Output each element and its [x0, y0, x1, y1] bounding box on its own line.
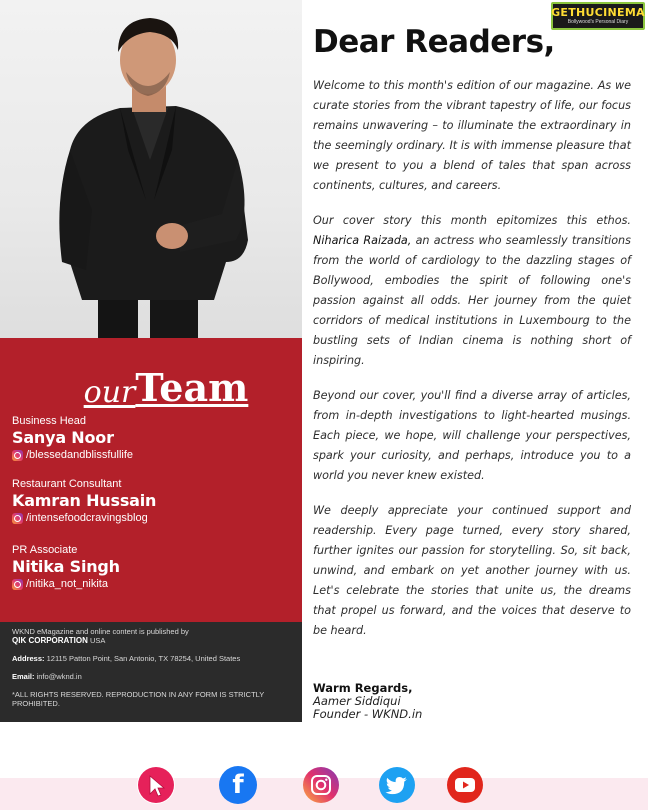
team-member	[12, 544, 120, 591]
team-title-small: our	[83, 375, 136, 410]
published-by-text: WKND eMagazine and online content is published by	[12, 627, 189, 636]
member-handle[interactable]	[12, 577, 120, 591]
team-section	[0, 338, 302, 622]
signer-title: Founder - WKND.in	[313, 707, 423, 721]
signature-block	[313, 682, 422, 721]
member-role: Restaurant Consultant	[12, 478, 122, 490]
email-label: Email:	[12, 672, 35, 681]
address-label: Address:	[12, 654, 45, 663]
member-handle[interactable]	[12, 448, 133, 462]
letter-paragraph: We deeply appreciate your continued support and readership. Every page turned, every story shared, further ignites our passion for storytelling. So, sit back, unwind, and embark on yet another journey with us. Let's celebrate the stories that unite us, the dreams that propel us forward, and the voices that deserve to be heard.	[313, 504, 631, 637]
badge-tagline: Bollywood's Personal Diary	[567, 19, 629, 25]
highlighted-name: Niharica Raizada,	[313, 234, 412, 247]
member-handle-text: /blessedandblissfullife	[26, 449, 134, 461]
letter-paragraph: Welcome to this month's edition of our magazine. As we curate stories from the vibrant tapestry of life, our focus remains unwavering – to illuminate the extraordinary in the seemingly ordinary. It is with immense pleasure that we present to you a blend of tales that span across continents, cultures, and careers.	[313, 79, 631, 192]
paragraph-text: an actress who seamlessly transitions from the world of cardiology to the dazzling stages of Bollywood, embodies the spirit of following one's passion against all odds. Her journey from the quiet corridors of medical institutions in Luxembourg to the bustling sets of Indian cinema is nothing short of inspiring.	[313, 234, 631, 367]
member-handle-text: /nitika_not_nikita	[26, 578, 108, 590]
corp-country: USA	[87, 636, 106, 645]
instagram-icon	[12, 579, 23, 590]
member-name: Kamran Hussain	[12, 491, 157, 510]
member-handle[interactable]	[12, 511, 156, 525]
editor-letter	[313, 22, 631, 641]
paragraph-text: Our cover story this month epitomizes this ethos.	[313, 214, 631, 227]
signer-name: Aamer Siddiqui	[313, 694, 401, 708]
email-link[interactable]: info@wknd.in	[34, 672, 82, 681]
youtube-icon[interactable]	[446, 766, 484, 804]
letter-paragraph	[313, 211, 631, 371]
facebook-icon[interactable]: f	[219, 766, 257, 804]
instagram-icon	[12, 513, 23, 524]
twitter-icon[interactable]	[378, 766, 416, 804]
cover-photo	[0, 0, 302, 338]
address-text: 12115 Patton Point, San Antonio, TX 78254, United States	[44, 654, 241, 663]
team-member	[12, 415, 133, 462]
member-role: Business Head	[12, 415, 86, 427]
letter-paragraph: Beyond our cover, you'll find a diverse array of articles, from in-depth investigations to light-hearted musings. Each piece, we hope, will challenge your perspectives, spark your curiosity, and perhaps, introduce you to a world you never knew existed.	[313, 389, 631, 482]
instagram-icon	[12, 450, 23, 461]
team-member	[12, 478, 156, 525]
corp-name: QIK CORPORATION	[12, 636, 88, 645]
team-title	[66, 360, 266, 410]
member-name: Sanya Noor	[12, 428, 114, 447]
publisher-footer	[0, 622, 302, 722]
regards-text: Warm Regards,	[313, 681, 413, 695]
instagram-icon[interactable]	[302, 766, 340, 804]
member-name: Nitika Singh	[12, 557, 120, 576]
badge-brand-left: GETHU	[551, 6, 595, 19]
badge-brand-right: CINEMA	[594, 6, 645, 19]
letter-greeting: Dear Readers,	[313, 24, 555, 60]
cursor-icon[interactable]	[137, 766, 175, 804]
member-handle-text: /intensefoodcravingsblog	[26, 512, 148, 524]
member-role: PR Associate	[12, 544, 78, 556]
man-portrait-image	[0, 0, 302, 338]
rights-text: *ALL RIGHTS RESERVED. REPRODUCTION IN ANY FORM IS STRICTLY PROHIBITED.	[12, 690, 265, 708]
team-title-big: Team	[135, 365, 249, 410]
